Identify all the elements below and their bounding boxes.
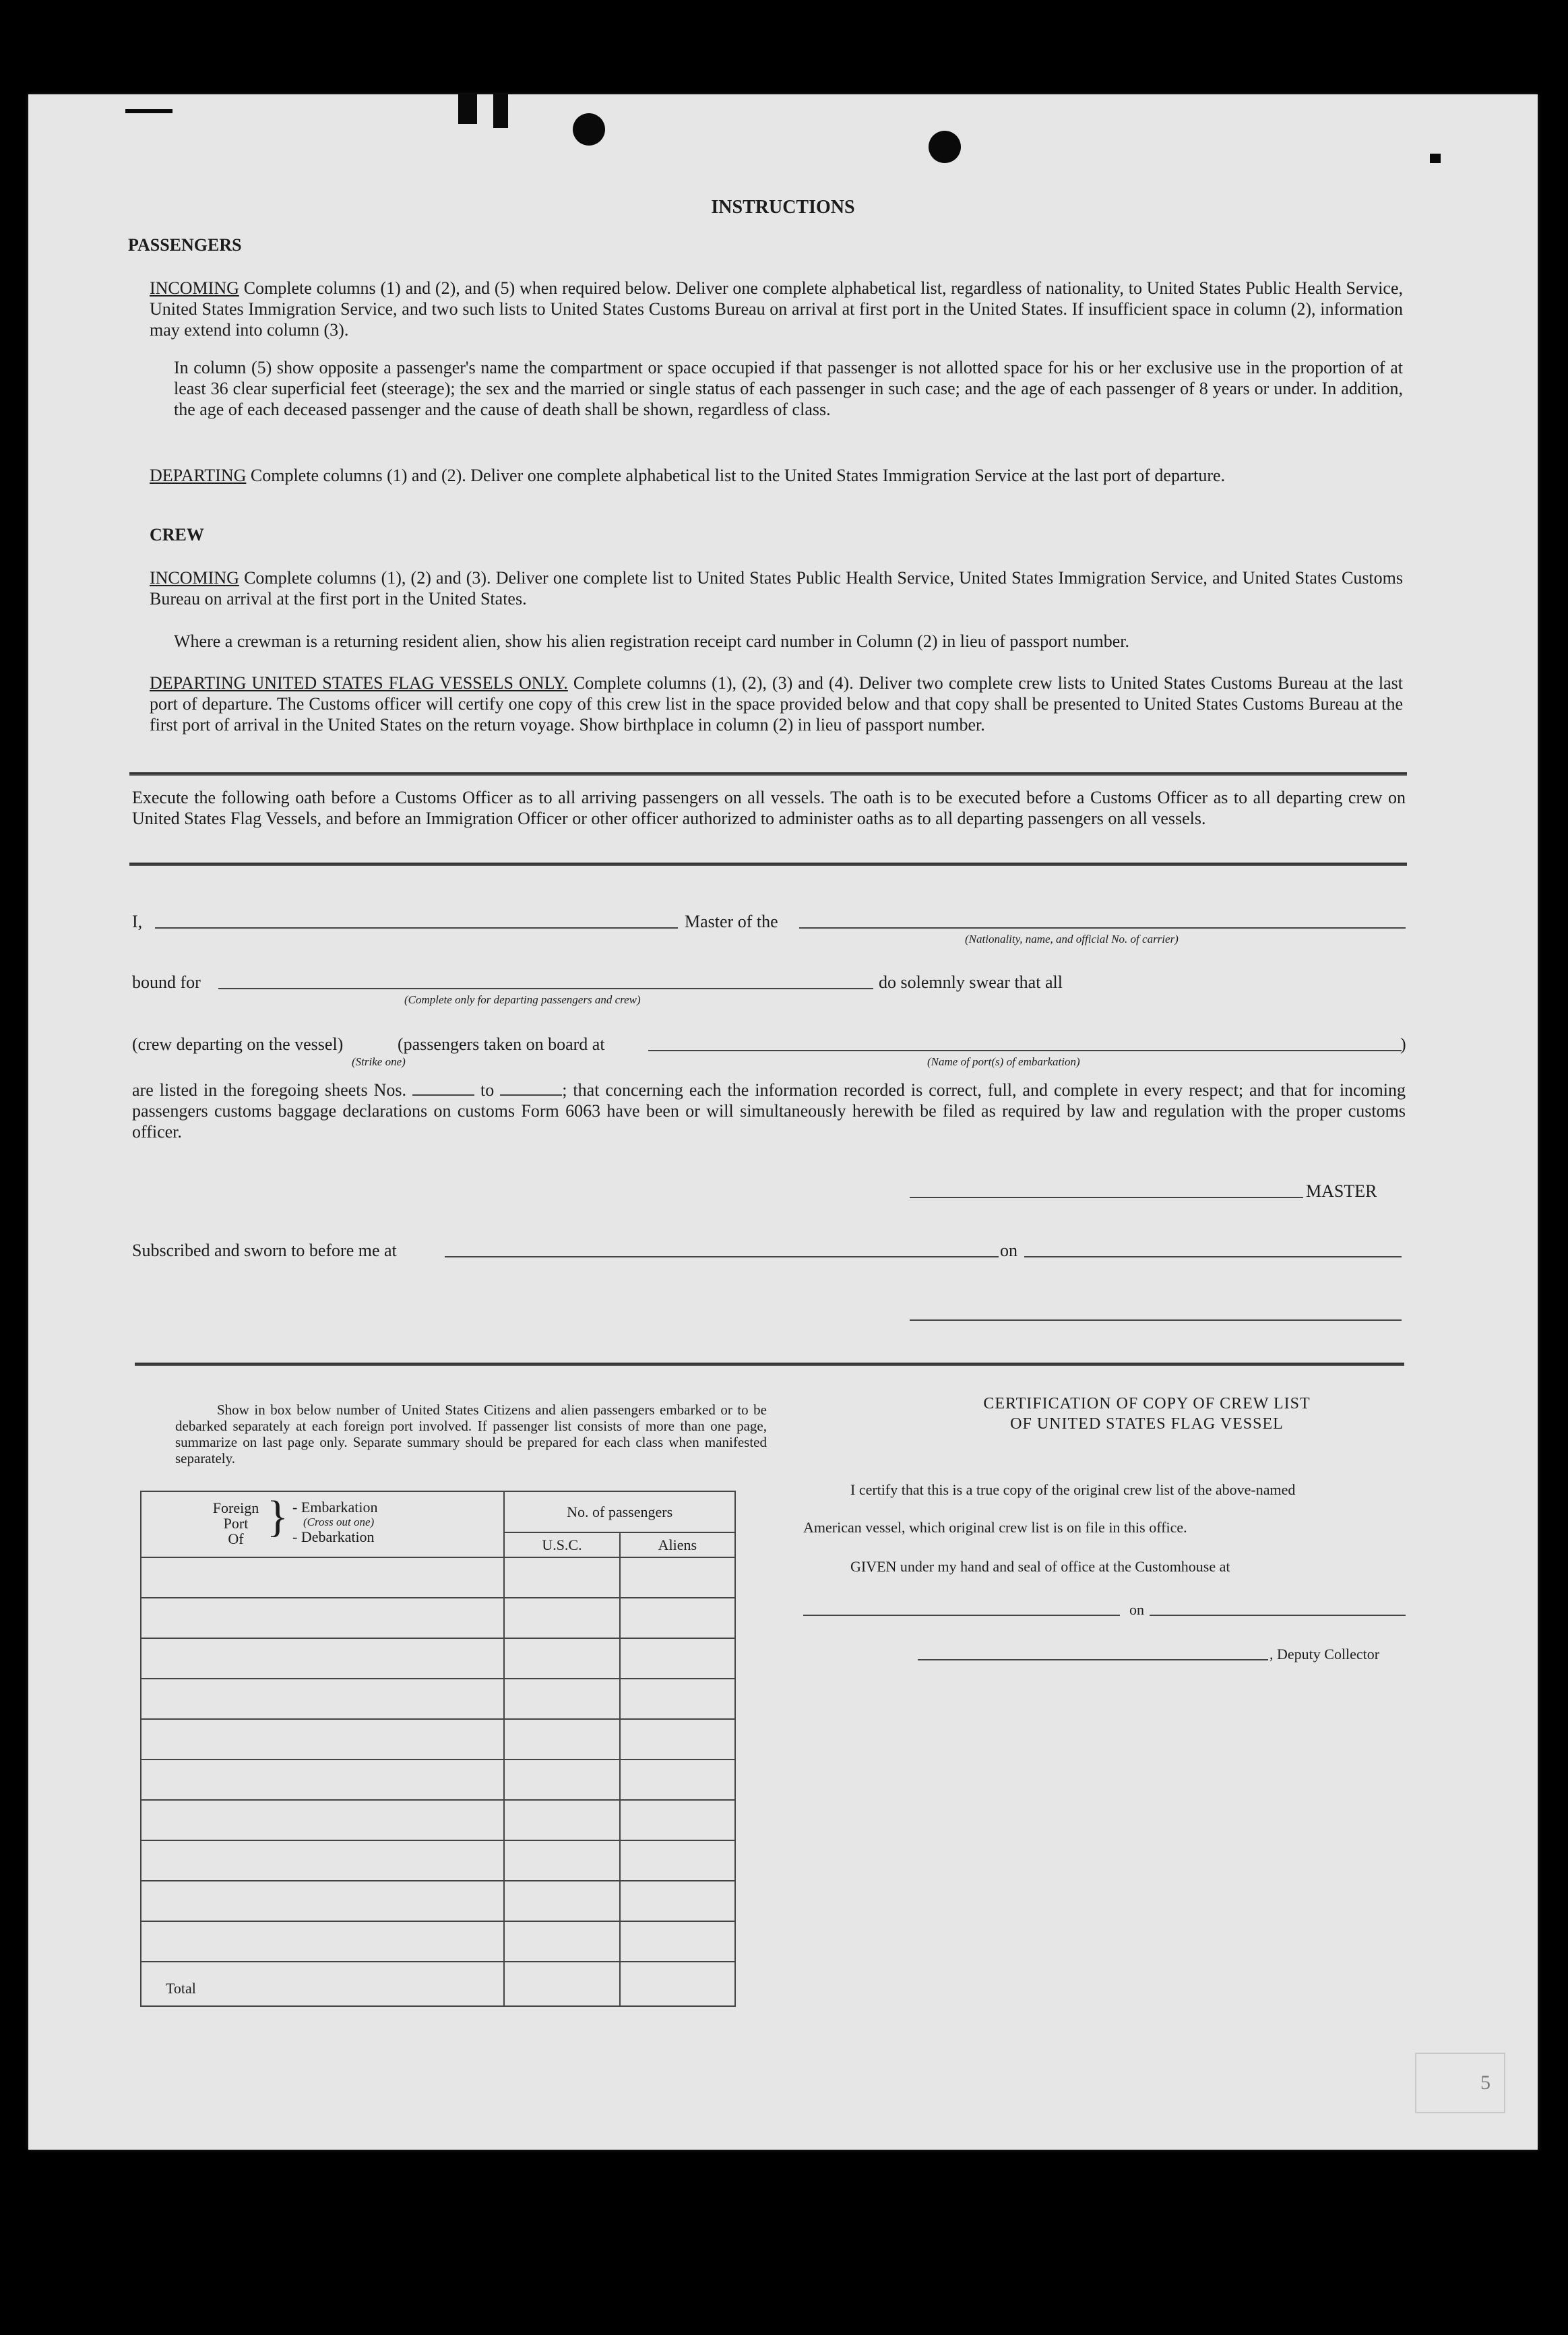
aliens-cell[interactable]: [620, 1800, 735, 1840]
total-label: Total: [141, 1962, 504, 2006]
passengers-incoming-text: Complete columns (1) and (2), and (5) when required below. Deliver one complete alphabetical list, regardless of nationality, to United States Public Health Service, United States Immigration Service, and two such lists to United States Customs Bureau on arrival at first port in the United States. If insufficient space in column (2), information may extend into column (3).: [150, 278, 1404, 340]
oath-swear-label: do solemnly swear that all: [879, 972, 1063, 992]
crew-heading: CREW: [150, 525, 204, 544]
summary-rows: [141, 1557, 735, 2006]
page-number: 5: [1480, 2072, 1491, 2094]
certification-on-label: on: [1129, 1601, 1144, 1618]
oath-listed-a: are listed in the foregoing sheets Nos.: [132, 1080, 406, 1100]
total-row: [141, 1962, 735, 2006]
aliens-cell[interactable]: [620, 1598, 735, 1638]
sheet-from-field[interactable]: [412, 1082, 474, 1096]
destination-field[interactable]: [218, 988, 873, 989]
carrier-field[interactable]: [799, 927, 1406, 929]
table-row: [141, 1638, 735, 1679]
aliens-cell[interactable]: [620, 1840, 735, 1881]
usc-cell[interactable]: [504, 1840, 619, 1881]
table-row: [141, 1557, 735, 1598]
debarkation-label: - Debarkation: [292, 1528, 375, 1545]
crew-flag-text: Complete columns (1), (2), (3) and (4). Deliver two complete crew lists to United States Customs Bureau at the last port of departure. The Customs officer will certify one copy of this crew list in the space provided below and that copy shall be presented to United States Customs Bureau at the first port of arrival in the United States on the return voyage. Show birthplace in column (2) in lieu of passport number.: [150, 673, 1403, 735]
usc-cell[interactable]: [504, 1598, 619, 1638]
passengers-departing-paragraph: [150, 465, 1403, 486]
table-row: [141, 1881, 735, 1921]
punch-hole-left: [573, 113, 605, 146]
certification-date-field[interactable]: [1150, 1615, 1406, 1616]
oath-close-paren: ): [1400, 1034, 1406, 1054]
usc-cell[interactable]: [504, 1881, 619, 1921]
crew-incoming-text: Complete columns (1), (2) and (3). Deliver one complete list to United States Public Health Service, United States Immigration Service, and United States Customs Bureau on arrival at the first port in the United States.: [150, 568, 1404, 609]
table-row: [141, 1840, 735, 1881]
aliens-cell[interactable]: [620, 1638, 735, 1679]
sworn-location-field[interactable]: [445, 1256, 999, 1257]
given-line: GIVEN under my hand and seal of office at the Customhouse at: [850, 1558, 1230, 1575]
document-page: [28, 94, 1538, 2150]
passengers-heading: PASSENGERS: [128, 235, 242, 255]
port-label: Port: [223, 1515, 249, 1532]
table-row: [141, 1679, 735, 1719]
of-label: Of: [228, 1530, 244, 1547]
table-row: [141, 1921, 735, 1962]
strike-note: (Strike one): [352, 1055, 406, 1068]
bleed-through-decoration: [729, 964, 838, 1059]
complete-note: (Complete only for departing passengers and crew): [404, 993, 641, 1006]
port-cell[interactable]: [141, 1719, 504, 1760]
passengers-incoming-label: INCOMING: [150, 278, 239, 298]
customhouse-field[interactable]: [803, 1615, 1120, 1616]
aliens-cell[interactable]: [620, 1921, 735, 1962]
oath-master-of-label: Master of the: [685, 912, 778, 931]
port-cell[interactable]: [141, 1598, 504, 1638]
embarkation-port-field[interactable]: [648, 1050, 1402, 1051]
sworn-date-field[interactable]: [1024, 1256, 1402, 1257]
certify-line-a: I certify that this is a true copy of the original crew list of the above-named: [850, 1481, 1296, 1498]
oath-listed-paragraph: [132, 1080, 1406, 1142]
crew-flag-label: DEPARTING UNITED STATES FLAG VESSELS ONLY.: [150, 673, 568, 693]
table-row: [141, 1598, 735, 1638]
usc-cell[interactable]: [504, 1719, 619, 1760]
punch-hole-right: [929, 131, 961, 163]
embarkation-label: - Embarkation: [292, 1499, 378, 1516]
usc-cell[interactable]: [504, 1557, 619, 1598]
crew-resident-paragraph: Where a crewman is a returning resident alien, show his alien registration receipt card number in Column (2) in lieu of passport number.: [174, 631, 1130, 651]
usc-cell[interactable]: [504, 1679, 619, 1719]
usc-cell[interactable]: [504, 1800, 619, 1840]
port-cell[interactable]: [141, 1800, 504, 1840]
table-row: [141, 1719, 735, 1760]
crew-incoming-label: INCOMING: [150, 568, 239, 588]
usc-total-cell[interactable]: [504, 1962, 619, 2006]
passengers-departing-text: Complete columns (1) and (2). Deliver one complete alphabetical list to the United States Immigration Service at the last port of departure.: [250, 466, 1226, 485]
passengers-incoming-paragraph: [150, 278, 1403, 340]
passengers-departing-label: DEPARTING: [150, 466, 247, 485]
master-name-field[interactable]: [155, 927, 678, 929]
oath-i-label: I,: [132, 912, 143, 931]
foreign-label: Foreign: [212, 1499, 259, 1516]
port-cell[interactable]: [141, 1760, 504, 1800]
aliens-cell[interactable]: [620, 1719, 735, 1760]
nationality-note: (Nationality, name, and official No. of carrier): [965, 933, 1179, 945]
port-cell[interactable]: [141, 1638, 504, 1679]
passenger-summary-table: [140, 1491, 736, 2007]
oath-intro: Execute the following oath before a Customs Officer as to all arriving passengers on all vessels. The oath is to be executed before a Customs Officer as to all departing crew on United States Flag Vessels, and before an Immigration Officer or other officer authorized to administer oaths as to all departing passengers on all vessels.: [132, 788, 1406, 828]
table-row: [141, 1760, 735, 1800]
aliens-cell[interactable]: [620, 1760, 735, 1800]
divider: [129, 863, 1407, 866]
deputy-collector-signature-field[interactable]: [918, 1659, 1268, 1660]
port-header-cell: [141, 1491, 504, 1557]
oath-listed-to: to: [480, 1080, 495, 1100]
usc-header: U.S.C.: [504, 1532, 619, 1557]
oath-listed-b: ; that concerning each the information recorded is correct, full, and complete in every respect; and that for incoming passengers customs baggage declarations on customs Form 6063 have been or will simultaneously herewith be filed as required by law and regulation with the proper customs officer.: [132, 1080, 1406, 1142]
port-note: (Name of port(s) of embarkation): [927, 1055, 1080, 1068]
oath-crew-departing: (crew departing on the vessel): [132, 1034, 344, 1054]
usc-cell[interactable]: [504, 1921, 619, 1962]
sheet-to-field[interactable]: [500, 1082, 562, 1096]
usc-cell[interactable]: [504, 1760, 619, 1800]
scan-mark: [125, 109, 173, 113]
divider: [135, 1363, 1404, 1366]
cross-out-note: (Cross out one): [303, 1516, 375, 1528]
port-cell[interactable]: [141, 1921, 504, 1962]
certification-heading-line-2: OF UNITED STATES FLAG VESSEL: [1010, 1415, 1284, 1433]
page-number-box: [1415, 2053, 1505, 2113]
crew-flag-paragraph: [150, 673, 1403, 735]
scan-mark: [493, 94, 508, 128]
passengers-column5-paragraph: In column (5) show opposite a passenger's name the compartment or space occupied if that passenger is not allotted space for his or her exclusive use in the proportion of at least 36 clear superficial feet (steerage); the sex and the married or single status of each passenger in such case; and the age of each passenger of 8 years or under. In addition, the age of each deceased passenger and the cause of death shall be shown, regardless of class.: [174, 358, 1403, 419]
brace-icon: }: [267, 1492, 288, 1541]
master-label: MASTER: [1306, 1181, 1377, 1201]
aliens-cell[interactable]: [620, 1679, 735, 1719]
master-signature-field[interactable]: [910, 1197, 1303, 1198]
summary-instructions: Show in box below number of United States Citizens and alien passengers embarked or to be debarked separately at each foreign port involved. If passenger list consists of more than one page, summarize on last page only. Separate summary should be prepared for each class when manifested separately.: [175, 1402, 767, 1466]
usc-cell[interactable]: [504, 1638, 619, 1679]
divider: [129, 772, 1407, 776]
aliens-cell[interactable]: [620, 1557, 735, 1598]
oath-passengers-taken: (passengers taken on board at: [398, 1034, 605, 1054]
scan-mark: [1430, 154, 1441, 163]
aliens-total-cell[interactable]: [620, 1962, 735, 2006]
aliens-cell[interactable]: [620, 1881, 735, 1921]
sworn-on-label: on: [1000, 1241, 1017, 1260]
oath-bound-for-label: bound for: [132, 972, 201, 992]
scan-mark: [458, 94, 477, 124]
aliens-header: Aliens: [620, 1532, 735, 1557]
no-passengers-header: No. of passengers: [504, 1491, 735, 1532]
officer-signature-field[interactable]: [910, 1319, 1402, 1321]
crew-incoming-paragraph: [150, 567, 1403, 609]
subscribed-label: Subscribed and sworn to before me at: [132, 1241, 397, 1260]
port-cell[interactable]: [141, 1679, 504, 1719]
certify-line-b: American vessel, which original crew list is on file in this office.: [803, 1519, 1187, 1536]
certification-heading: [803, 1394, 1491, 1434]
port-cell[interactable]: [141, 1840, 504, 1881]
port-cell[interactable]: [141, 1881, 504, 1921]
deputy-collector-label: , Deputy Collector: [1269, 1646, 1380, 1662]
certification-heading-line-1: CERTIFICATION OF COPY OF CREW LIST: [983, 1395, 1311, 1412]
table-row: [141, 1800, 735, 1840]
page-title: INSTRUCTIONS: [711, 197, 855, 218]
port-cell[interactable]: [141, 1557, 504, 1598]
